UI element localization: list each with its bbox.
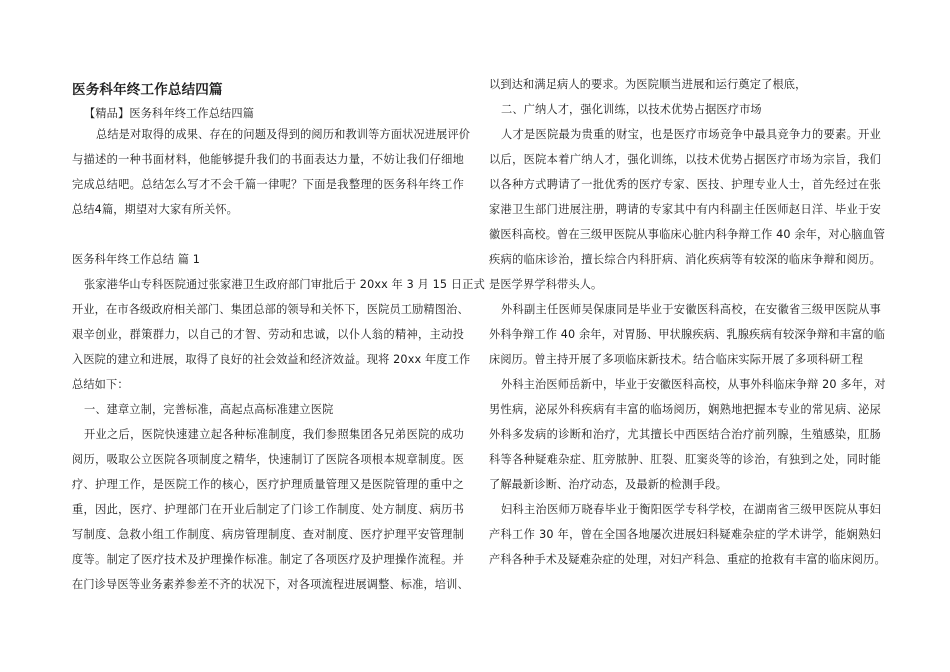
paragraph-line: 科等各种疑难杂症、肛旁脓肿、肛裂、肛窦炎等的诊治，有独到之处，同时能 <box>489 453 881 466</box>
paragraph-line: 徽医科高校。曾在三级甲医院从事临床心脏内科争辩工作 40 余年，对心脑血管 <box>489 228 886 241</box>
paragraph-line: 总结是对取得的成果、存在的问题及得到的阅历和教训等方面状况进展评价 <box>96 128 471 141</box>
paragraph-line: 入医院的建立和进展，取得了良好的社会效益和经济效益。现将 20xx 年度工作 <box>72 353 471 366</box>
paragraph-line: 疾病的临床诊治，擅长综合内科肝病、消化疾病等有较深的临床争辩和阅历。 <box>489 253 881 266</box>
paragraph-line: 【精品】医务科年终工作总结四篇 <box>84 107 255 120</box>
paragraph-line: 阅历，吸取公立医院各项制度之精华，快速制订了医院各项根本规章制度。医 <box>72 453 464 466</box>
paragraph-line: 是医学界学科带头人。 <box>489 278 603 291</box>
paragraph-line: 写制度、急救小组工作制度、病房管理制度、查对制度、医疗护理平安管理制 <box>72 528 464 541</box>
paragraph-line: 外科副主任医师吴保康同是毕业于安徽医科高校，在安徽省三级甲医院从事 <box>501 303 881 316</box>
paragraph-line: 二、广纳人才，强化训练，以技术优势占据医疗市场 <box>501 103 762 116</box>
paragraph-line: 完成总结吧。总结怎么写才不会千篇一律呢？下面是我整理的医务科年终工作 <box>72 178 464 191</box>
paragraph-line: 疗、护理工作，是医院工作的核心，医疗护理质量管理又是医院管理的重中之 <box>72 478 464 491</box>
paragraph-line: 与描述的一种书面材料，他能够提升我们的书面表达力量，不妨让我们仔细地 <box>72 153 464 166</box>
document-title: 医务科年终工作总结四篇 <box>72 82 223 98</box>
paragraph-line: 外科争辩工作 40 余年，对胃肠、甲状腺疾病、乳腺疾病有较深争辩和丰富的临 <box>489 328 886 341</box>
paragraph-line: 家港卫生部门进展注册，聘请的专家其中有内科副主任医师赵日洋、毕业于安 <box>489 203 881 216</box>
paragraph-line: 床阅历。曾主持开展了多项临床新技术。结合临床实际开展了多项科研工程 <box>489 353 864 366</box>
paragraph-line: 张家港华山专科医院通过张家港卫生政府部门审批后于 20xx 年 3 月 15 日正式 <box>84 278 485 291</box>
paragraph-line: 产科工作 30 年，曾在全国各地屡次进展妇科疑难杂症的学术讲学，能娴熟妇 <box>489 528 881 541</box>
paragraph-line: 在门诊导医等业务素养参差不齐的状况下，对各项流程进展调整、标准，培训、 <box>72 578 469 591</box>
paragraph-line: 总结4篇，期望对大家有所关怀。 <box>72 203 238 216</box>
paragraph-line: 妇科主治医师万晓春毕业于衡阳医学专科学校，在湖南省三级甲医院从事妇 <box>501 503 881 516</box>
paragraph-line: 艰辛创业，群策群力，以自己的才智、劳动和忠诚，以仆人翁的精神，主动投 <box>72 328 464 341</box>
paragraph-line: 总结如下： <box>72 378 129 391</box>
paragraph-line: 产科各种手术及疑难杂症的处理，对妇产科急、重症的抢救有丰富的临床阅历。 <box>489 553 886 566</box>
paragraph-line: 人才是医院最为贵重的财宝，也是医疗市场竞争中最具竞争力的要素。开业 <box>501 128 881 141</box>
paragraph-line: 外科多发病的诊断和治疗，尤其擅长中西医结合治疗前列腺，生殖感染，肛肠 <box>489 428 881 441</box>
paragraph-line: 以到达和满足病人的要求。为医院顺当进展和运行奠定了根底， <box>489 78 807 91</box>
paragraph-line: 医务科年终工作总结 篇 1 <box>72 253 201 266</box>
paragraph-line: 度等。制定了医疗技术及护理操作标准。制定了各项医疗及护理操作流程。并 <box>72 553 464 566</box>
paragraph-line: 开业，在市各级政府相关部门、集团总部的领导和关怀下，医院员工励精图治、 <box>72 303 469 316</box>
paragraph-line: 以后，医院本着广纳人才，强化训练，以技术优势占据医疗市场为宗旨，我们 <box>489 153 881 166</box>
paragraph-line: 一、建章立制，完善标准，高起点高标准建立医院 <box>84 403 334 416</box>
paragraph-line: 以各种方式聘请了一批优秀的医疗专家、医技、护理专业人士，首先经过在张 <box>489 178 881 191</box>
paragraph-line: 重，因此，医疗、护理部门在开业后制定了门诊工作制度、处方制度、病历书 <box>72 503 464 516</box>
paragraph-line: 了解最新诊断、治疗动态，及最新的检测手段。 <box>489 478 728 491</box>
paragraph-line: 外科主治医师岳新中，毕业于安徽医科高校，从事外科临床争辩 20 多年，对 <box>501 378 886 391</box>
paragraph-line: 男性病，泌尿外科疾病有丰富的临场阅历，娴熟地把握本专业的常见病、泌尿 <box>489 403 881 416</box>
paragraph-line: 开业之后，医院快速建立起各种标准制度，我们参照集团各兄弟医院的成功 <box>84 428 464 441</box>
